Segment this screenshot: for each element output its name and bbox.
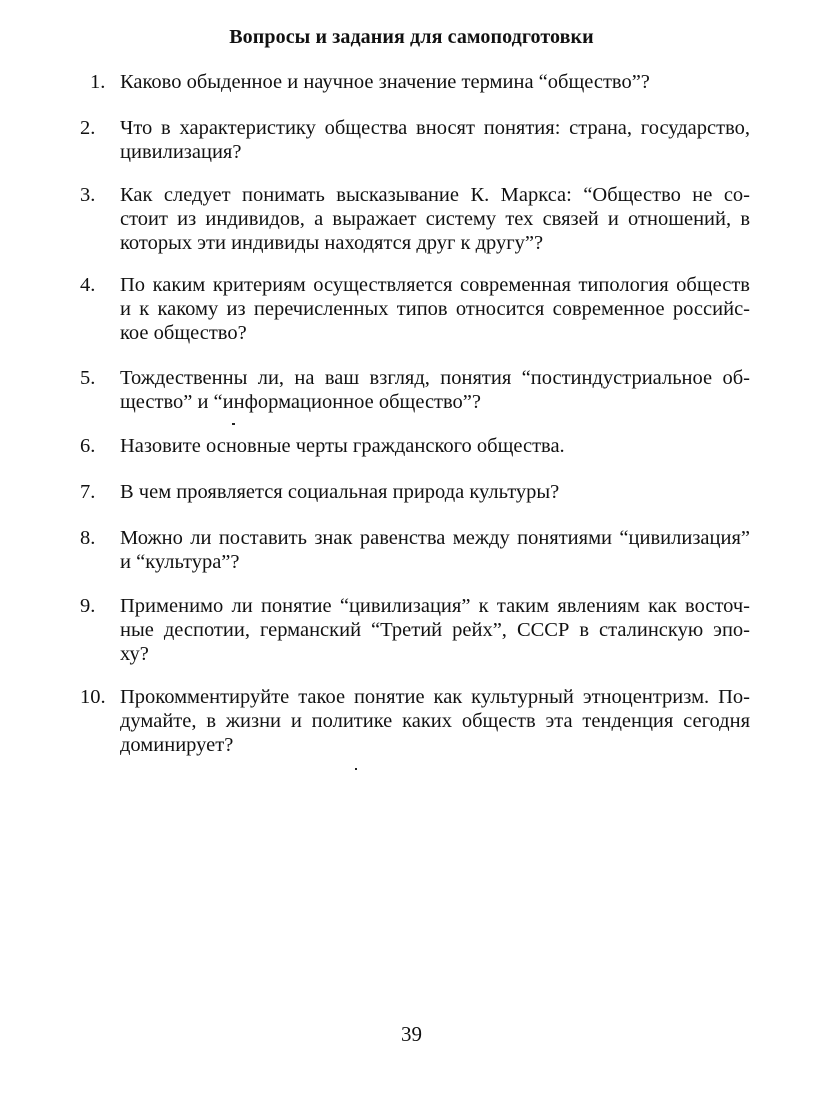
question-text	[120, 116, 750, 164]
question-line: стоит из индивидов, а выражает систему тех связей и отношений, в	[120, 208, 750, 230]
question-text	[120, 273, 750, 345]
page-number: 39	[401, 1022, 422, 1046]
question-text	[120, 526, 750, 574]
scan-speck	[355, 768, 357, 770]
question-number: 3.	[80, 184, 96, 206]
question-line: доминирует?	[120, 734, 234, 756]
question-line: щество” и “информационное общество”?	[120, 391, 481, 413]
page-heading: Вопросы и задания для самоподготовки	[229, 26, 594, 48]
question-line: ные деспотии, германский “Третий рейх”, СССР в сталинскую эпо-	[120, 619, 750, 641]
question-text	[120, 434, 750, 458]
question-line: кое общество?	[120, 322, 247, 344]
scan-speck	[232, 423, 235, 425]
question-line: Можно ли поставить знак равенства между понятиями “цивилизация”	[120, 527, 750, 549]
question-number: 10.	[80, 686, 106, 708]
question-number: 1.	[90, 71, 106, 93]
question-line: и к какому из перечисленных типов относится современное российс-	[120, 298, 750, 320]
question-line: которых эти индивиды находятся друг к другу”?	[120, 232, 544, 254]
question-line: ху?	[120, 643, 149, 665]
question-number: 5.	[80, 367, 96, 389]
question-text	[120, 183, 750, 255]
question-line: Прокомментируйте такое понятие как культурный этноцентризм. По-	[120, 686, 750, 708]
question-line: Применимо ли понятие “цивилизация” к таким явлениям как восточ-	[120, 595, 750, 617]
question-number: 2.	[80, 117, 96, 139]
question-line: и “культура”?	[120, 551, 240, 573]
question-number: 7.	[80, 481, 96, 503]
question-line: Что в характеристику общества вносят понятия: страна, государство,	[120, 117, 750, 139]
question-line: По каким критериям осуществляется современная типология обществ	[120, 274, 750, 296]
question-line: цивилизация?	[120, 141, 242, 163]
question-text	[120, 480, 750, 504]
question-line: Назовите основные черты гражданского общества.	[120, 435, 565, 457]
question-number: 6.	[80, 435, 96, 457]
question-text	[120, 594, 750, 666]
question-number: 4.	[80, 274, 96, 296]
question-line: Как следует понимать высказывание К. Маркса: “Общество не со-	[120, 184, 750, 206]
question-line: В чем проявляется социальная природа культуры?	[120, 481, 560, 503]
question-number: 8.	[80, 527, 96, 549]
question-text	[120, 685, 750, 757]
question-text	[120, 70, 750, 94]
question-text	[120, 366, 750, 414]
question-line: Тождественны ли, на ваш взгляд, понятия “постиндустриальное об-	[120, 367, 750, 389]
question-line: думайте, в жизни и политике каких обществ эта тенденция сегодня	[120, 710, 750, 732]
question-number: 9.	[80, 595, 96, 617]
question-line: Каково обыденное и научное значение термина “общество”?	[120, 71, 650, 93]
